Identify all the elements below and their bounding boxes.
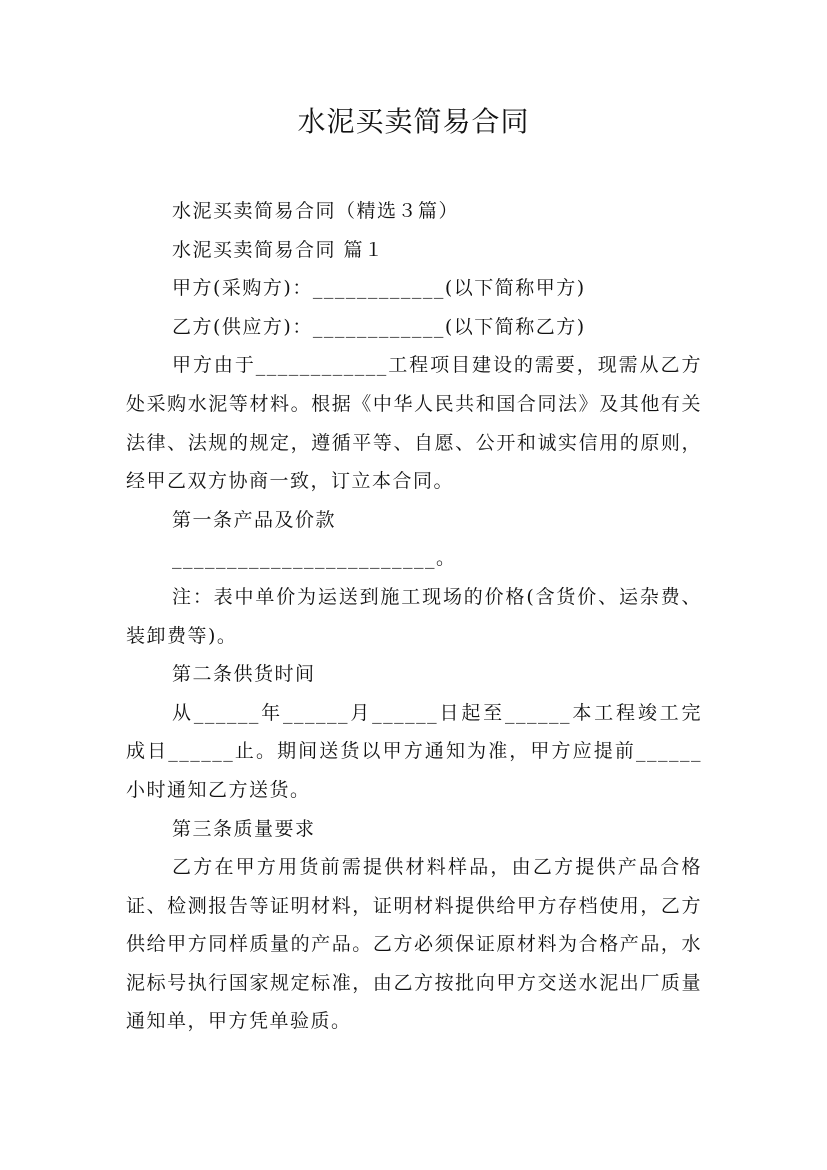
article-3-heading: 第三条质量要求 [172, 817, 316, 840]
section-heading: 水泥买卖简易合同 篇１ [172, 238, 385, 261]
price-note-paragraph: 注：表中单价为运送到施工现场的价格(含货价、运杂费、装卸费等)。 [126, 585, 702, 647]
party-a-line: 甲方(采购方)：____________(以下简称甲方) [172, 277, 586, 300]
document-title: 水泥买卖简易合同 [297, 105, 530, 138]
quality-paragraph: 乙方在甲方用货前需提供材料样品，由乙方提供产品合格证、检测报告等证明材料，证明材料提供给甲方存档使用，乙方供给甲方同样质量的产品。乙方必须保证原材料为合格产品，水泥标号执行国家规定标准，由乙方按批向甲方交送水泥出厂质量通知单，甲方凭单验质。 [126, 856, 702, 1033]
party-b-line: 乙方(供应方)：____________(以下简称乙方) [172, 315, 586, 338]
article-1-blank: ________________________。 [172, 547, 457, 570]
article-2-heading: 第二条供货时间 [172, 663, 316, 686]
subtitle-paragraph: 水泥买卖简易合同（精选３篇） [172, 200, 460, 222]
document-body [126, 192, 702, 1041]
preamble-paragraph: 甲方由于____________工程项目建设的需要，现需从乙方处采购水泥等材料。根据《中华人民共和国合同法》及其他有关法律、法规的规定，遵循平等、自愿、公开和诚实信用的原则，经甲乙双方协商一致，订立本合同。 [126, 354, 702, 493]
article-1-heading: 第一条产品及价款 [172, 508, 337, 531]
delivery-time-paragraph: 从______年______月______日起至______本工程竣工完成日______止。期间送货以甲方通知为准，甲方应提前______小时通知乙方送货。 [126, 701, 702, 801]
